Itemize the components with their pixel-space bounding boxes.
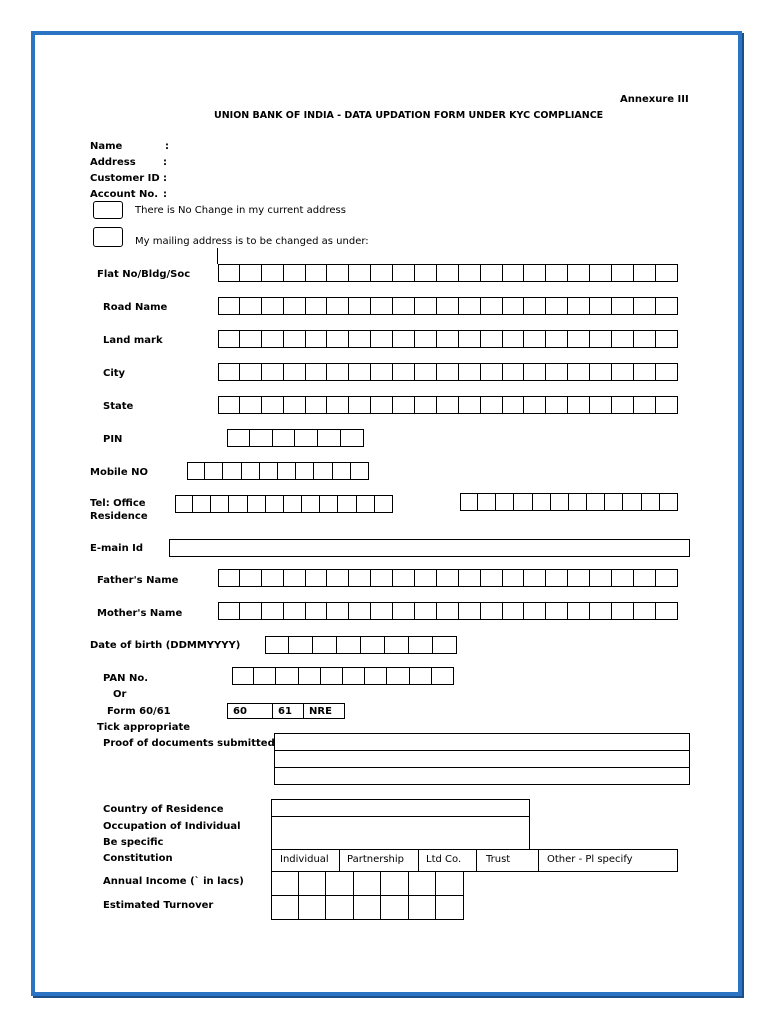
- char-box[interactable]: [320, 495, 338, 513]
- char-box[interactable]: [568, 363, 590, 381]
- char-box[interactable]: [478, 493, 496, 511]
- char-box[interactable]: [381, 895, 409, 920]
- char-box[interactable]: [299, 871, 327, 896]
- char-box[interactable]: [284, 297, 306, 315]
- char-box[interactable]: [262, 569, 284, 587]
- char-box[interactable]: [371, 396, 393, 414]
- char-box[interactable]: [437, 330, 459, 348]
- landmark-label: Land mark: [103, 335, 163, 346]
- char-box[interactable]: [387, 667, 409, 685]
- char-box[interactable]: [306, 330, 328, 348]
- char-box[interactable]: [354, 871, 382, 896]
- char-box[interactable]: [262, 602, 284, 620]
- char-box[interactable]: [254, 667, 276, 685]
- mobile-label: Mobile NO: [90, 467, 148, 478]
- char-box[interactable]: [296, 462, 314, 480]
- char-box[interactable]: [205, 462, 223, 480]
- char-box[interactable]: [514, 493, 532, 511]
- char-box[interactable]: [284, 264, 306, 282]
- char-box[interactable]: [371, 363, 393, 381]
- char-box[interactable]: [276, 667, 298, 685]
- annexure-label: Annexure III: [620, 94, 689, 105]
- char-box[interactable]: [546, 396, 568, 414]
- char-box[interactable]: [240, 330, 262, 348]
- char-box[interactable]: [656, 602, 678, 620]
- char-box[interactable]: [410, 667, 432, 685]
- address-colon: :: [163, 157, 167, 168]
- occupation-input[interactable]: [271, 816, 530, 850]
- char-box[interactable]: [432, 667, 454, 685]
- dob-label: Date of birth (DDMMYYYY): [90, 640, 241, 651]
- char-box[interactable]: [568, 330, 590, 348]
- char-box[interactable]: [327, 602, 349, 620]
- customer-id-label: Customer ID: [90, 173, 160, 184]
- char-box[interactable]: [262, 330, 284, 348]
- char-box[interactable]: [524, 396, 546, 414]
- char-box[interactable]: [341, 429, 364, 447]
- name-colon: :: [165, 141, 169, 152]
- char-box[interactable]: [634, 264, 656, 282]
- char-box[interactable]: [338, 495, 356, 513]
- char-box[interactable]: [273, 429, 296, 447]
- char-box[interactable]: [393, 264, 415, 282]
- char-box[interactable]: [313, 636, 337, 654]
- city-boxes[interactable]: [218, 363, 678, 381]
- char-box[interactable]: [271, 895, 299, 920]
- char-box[interactable]: [266, 495, 284, 513]
- flat-label: Flat No/Bldg/Soc: [97, 269, 191, 280]
- char-box[interactable]: [306, 602, 328, 620]
- char-box[interactable]: [240, 569, 262, 587]
- char-box[interactable]: [284, 569, 306, 587]
- char-box[interactable]: [278, 462, 296, 480]
- char-box[interactable]: [409, 895, 437, 920]
- char-box[interactable]: [568, 569, 590, 587]
- address-label: Address: [90, 157, 136, 168]
- char-box[interactable]: [503, 396, 525, 414]
- pin-boxes[interactable]: [227, 429, 364, 447]
- char-box[interactable]: [634, 297, 656, 315]
- connector-line: [217, 248, 218, 264]
- char-box[interactable]: [459, 264, 481, 282]
- char-box[interactable]: [634, 602, 656, 620]
- char-box[interactable]: [223, 462, 241, 480]
- char-box[interactable]: [612, 363, 634, 381]
- char-box[interactable]: [524, 602, 546, 620]
- char-box[interactable]: [327, 264, 349, 282]
- char-box[interactable]: [656, 396, 678, 414]
- state-label: State: [103, 401, 134, 412]
- char-box[interactable]: [326, 871, 354, 896]
- char-box[interactable]: [415, 264, 437, 282]
- char-box[interactable]: [306, 569, 328, 587]
- char-box[interactable]: [656, 264, 678, 282]
- char-box[interactable]: [262, 363, 284, 381]
- char-box[interactable]: [371, 297, 393, 315]
- char-box[interactable]: [327, 363, 349, 381]
- char-box[interactable]: [385, 636, 409, 654]
- char-box[interactable]: [371, 602, 393, 620]
- char-box[interactable]: [568, 602, 590, 620]
- char-box[interactable]: [262, 264, 284, 282]
- char-box[interactable]: [459, 330, 481, 348]
- char-box[interactable]: [503, 264, 525, 282]
- char-box[interactable]: [437, 264, 459, 282]
- father-label: Father's Name: [97, 575, 179, 586]
- char-box[interactable]: [193, 495, 211, 513]
- char-box[interactable]: [436, 895, 464, 920]
- char-box[interactable]: [524, 297, 546, 315]
- no-change-label: There is No Change in my current address: [135, 205, 346, 216]
- form-title: UNION BANK OF INDIA - DATA UPDATION FORM UNDER KYC COMPLIANCE: [214, 110, 604, 121]
- char-box[interactable]: [459, 602, 481, 620]
- constitution-label: Constitution: [103, 853, 173, 864]
- char-box[interactable]: [415, 602, 437, 620]
- char-box[interactable]: [546, 602, 568, 620]
- char-box[interactable]: [260, 462, 278, 480]
- email-label: E-main Id: [90, 543, 144, 554]
- char-box[interactable]: [634, 330, 656, 348]
- char-box[interactable]: [503, 363, 525, 381]
- road-boxes[interactable]: [218, 297, 678, 315]
- pan-boxes[interactable]: [232, 667, 454, 685]
- char-box[interactable]: [218, 363, 240, 381]
- income-label: Annual Income (` in lacs): [103, 876, 244, 887]
- char-box[interactable]: [371, 264, 393, 282]
- char-box[interactable]: [481, 363, 503, 381]
- char-box[interactable]: [351, 462, 369, 480]
- char-box[interactable]: [240, 602, 262, 620]
- char-box[interactable]: [299, 667, 321, 685]
- char-box[interactable]: [218, 264, 240, 282]
- char-box[interactable]: [284, 363, 306, 381]
- char-box[interactable]: [433, 636, 457, 654]
- char-box[interactable]: [459, 363, 481, 381]
- char-box[interactable]: [314, 462, 332, 480]
- char-box[interactable]: [634, 396, 656, 414]
- char-box[interactable]: [262, 396, 284, 414]
- tel-residence-label: Residence: [90, 511, 148, 522]
- char-box[interactable]: [393, 602, 415, 620]
- char-box[interactable]: [481, 396, 503, 414]
- char-box[interactable]: [271, 871, 299, 896]
- char-box[interactable]: [568, 297, 590, 315]
- landmark-boxes[interactable]: [218, 330, 678, 348]
- char-box[interactable]: [284, 602, 306, 620]
- char-box[interactable]: [409, 871, 437, 896]
- char-box[interactable]: [218, 330, 240, 348]
- char-box[interactable]: [590, 330, 612, 348]
- char-box[interactable]: [656, 569, 678, 587]
- mother-boxes[interactable]: [218, 602, 678, 620]
- char-box[interactable]: [612, 330, 634, 348]
- char-box[interactable]: [354, 895, 382, 920]
- char-box[interactable]: [533, 493, 551, 511]
- char-box[interactable]: [459, 297, 481, 315]
- char-box[interactable]: [375, 495, 393, 513]
- char-box[interactable]: [546, 264, 568, 282]
- char-box[interactable]: [242, 462, 260, 480]
- char-box[interactable]: [381, 871, 409, 896]
- char-box[interactable]: [361, 636, 385, 654]
- constitution-trust[interactable]: Trust: [476, 849, 539, 872]
- or-label: Or: [113, 689, 127, 700]
- char-box[interactable]: [240, 297, 262, 315]
- char-box[interactable]: [415, 396, 437, 414]
- char-box[interactable]: [327, 330, 349, 348]
- char-box[interactable]: [302, 495, 320, 513]
- char-box[interactable]: [415, 297, 437, 315]
- char-box[interactable]: [481, 602, 503, 620]
- char-box[interactable]: [240, 363, 262, 381]
- char-box[interactable]: [590, 602, 612, 620]
- char-box[interactable]: [250, 429, 273, 447]
- char-box[interactable]: [349, 363, 371, 381]
- char-box[interactable]: [289, 636, 313, 654]
- char-box[interactable]: [240, 396, 262, 414]
- char-box[interactable]: [503, 602, 525, 620]
- char-box[interactable]: [605, 493, 623, 511]
- char-box[interactable]: [318, 429, 341, 447]
- char-box[interactable]: [415, 330, 437, 348]
- char-box[interactable]: [612, 264, 634, 282]
- char-box[interactable]: [284, 396, 306, 414]
- form-option-60[interactable]: 60: [227, 703, 273, 719]
- constitution-other[interactable]: Other - Pl specify: [538, 849, 678, 872]
- char-box[interactable]: [211, 495, 229, 513]
- char-box[interactable]: [175, 495, 193, 513]
- country-input[interactable]: [271, 799, 530, 817]
- char-box[interactable]: [503, 330, 525, 348]
- email-input[interactable]: [169, 539, 690, 557]
- char-box[interactable]: [459, 396, 481, 414]
- proof-line-2[interactable]: [274, 750, 690, 768]
- char-box[interactable]: [551, 493, 569, 511]
- char-box[interactable]: [232, 667, 254, 685]
- char-box[interactable]: [343, 667, 365, 685]
- char-box[interactable]: [437, 297, 459, 315]
- char-box[interactable]: [568, 264, 590, 282]
- proof-line-1[interactable]: [274, 733, 690, 751]
- char-box[interactable]: [481, 569, 503, 587]
- char-box[interactable]: [365, 667, 387, 685]
- char-box[interactable]: [337, 636, 361, 654]
- specific-label: Be specific: [103, 837, 164, 848]
- char-box[interactable]: [612, 396, 634, 414]
- state-boxes[interactable]: [218, 396, 678, 414]
- char-box[interactable]: [218, 569, 240, 587]
- char-box[interactable]: [393, 569, 415, 587]
- char-box[interactable]: [546, 569, 568, 587]
- dob-boxes[interactable]: [265, 636, 457, 654]
- form-option-nre[interactable]: NRE: [303, 703, 345, 719]
- char-box[interactable]: [623, 493, 641, 511]
- occupation-label: Occupation of Individual: [103, 821, 241, 832]
- char-box[interactable]: [634, 363, 656, 381]
- char-box[interactable]: [568, 396, 590, 414]
- char-box[interactable]: [229, 495, 247, 513]
- char-box[interactable]: [218, 396, 240, 414]
- char-box[interactable]: [496, 493, 514, 511]
- char-box[interactable]: [409, 636, 433, 654]
- proof-label: Proof of documents submitted: [103, 738, 275, 749]
- char-box[interactable]: [327, 569, 349, 587]
- change-address-label: My mailing address is to be changed as under:: [135, 236, 369, 247]
- char-box[interactable]: [327, 297, 349, 315]
- char-box[interactable]: [371, 330, 393, 348]
- char-box[interactable]: [656, 330, 678, 348]
- proof-line-3[interactable]: [274, 767, 690, 785]
- tel-office-boxes[interactable]: [175, 495, 393, 513]
- income-boxes[interactable]: [271, 871, 464, 896]
- name-label: Name: [90, 141, 123, 152]
- char-box[interactable]: [634, 569, 656, 587]
- char-box[interactable]: [524, 330, 546, 348]
- turnover-boxes[interactable]: [271, 895, 464, 920]
- char-box[interactable]: [371, 569, 393, 587]
- constitution-partnership[interactable]: Partnership: [339, 849, 419, 872]
- no-change-checkbox[interactable]: [93, 201, 123, 219]
- char-box[interactable]: [299, 895, 327, 920]
- char-box[interactable]: [321, 667, 343, 685]
- char-box[interactable]: [327, 396, 349, 414]
- char-box[interactable]: [524, 569, 546, 587]
- char-box[interactable]: [227, 429, 250, 447]
- char-box[interactable]: [326, 895, 354, 920]
- char-box[interactable]: [642, 493, 660, 511]
- char-box[interactable]: [546, 363, 568, 381]
- char-box[interactable]: [569, 493, 587, 511]
- char-box[interactable]: [415, 363, 437, 381]
- char-box[interactable]: [503, 297, 525, 315]
- tel-office-label: Tel: Office: [90, 498, 146, 509]
- char-box[interactable]: [660, 493, 678, 511]
- char-box[interactable]: [333, 462, 351, 480]
- char-box[interactable]: [393, 363, 415, 381]
- char-box[interactable]: [306, 297, 328, 315]
- char-box[interactable]: [393, 396, 415, 414]
- char-box[interactable]: [218, 602, 240, 620]
- father-boxes[interactable]: [218, 569, 678, 587]
- char-box[interactable]: [306, 363, 328, 381]
- char-box[interactable]: [393, 330, 415, 348]
- pan-label: PAN No.: [103, 673, 149, 684]
- turnover-label: Estimated Turnover: [103, 900, 214, 911]
- char-box[interactable]: [656, 363, 678, 381]
- char-box[interactable]: [436, 871, 464, 896]
- char-box[interactable]: [218, 297, 240, 315]
- char-box[interactable]: [349, 330, 371, 348]
- flat-boxes[interactable]: [218, 264, 678, 282]
- account-no-colon: :: [163, 189, 167, 200]
- char-box[interactable]: [481, 264, 503, 282]
- char-box[interactable]: [306, 396, 328, 414]
- char-box[interactable]: [284, 330, 306, 348]
- char-box[interactable]: [248, 495, 266, 513]
- mobile-boxes[interactable]: [187, 462, 369, 480]
- char-box[interactable]: [590, 264, 612, 282]
- char-box[interactable]: [587, 493, 605, 511]
- char-box[interactable]: [481, 330, 503, 348]
- char-box[interactable]: [357, 495, 375, 513]
- city-label: City: [103, 368, 126, 379]
- char-box[interactable]: [349, 569, 371, 587]
- char-box[interactable]: [590, 297, 612, 315]
- char-box[interactable]: [240, 264, 262, 282]
- char-box[interactable]: [590, 363, 612, 381]
- form-option-61[interactable]: 61: [272, 703, 304, 719]
- char-box[interactable]: [546, 330, 568, 348]
- char-box[interactable]: [612, 297, 634, 315]
- constitution-ltd-co[interactable]: Ltd Co.: [418, 849, 477, 872]
- customer-id-colon: :: [163, 173, 167, 184]
- constitution-individual[interactable]: Individual: [271, 849, 340, 872]
- char-box[interactable]: [349, 264, 371, 282]
- char-box[interactable]: [437, 602, 459, 620]
- char-box[interactable]: [295, 429, 318, 447]
- char-box[interactable]: [415, 569, 437, 587]
- char-box[interactable]: [459, 569, 481, 587]
- char-box[interactable]: [393, 297, 415, 315]
- char-box[interactable]: [656, 297, 678, 315]
- tel-residence-boxes[interactable]: [460, 493, 678, 511]
- char-box[interactable]: [265, 636, 289, 654]
- char-box[interactable]: [437, 363, 459, 381]
- char-box[interactable]: [187, 462, 205, 480]
- char-box[interactable]: [460, 493, 478, 511]
- char-box[interactable]: [349, 396, 371, 414]
- char-box[interactable]: [503, 569, 525, 587]
- char-box[interactable]: [437, 569, 459, 587]
- char-box[interactable]: [590, 569, 612, 587]
- char-box[interactable]: [306, 264, 328, 282]
- char-box[interactable]: [262, 297, 284, 315]
- country-label: Country of Residence: [103, 804, 224, 815]
- char-box[interactable]: [481, 297, 503, 315]
- tick-label: Tick appropriate: [97, 722, 191, 733]
- char-box[interactable]: [349, 602, 371, 620]
- change-address-checkbox[interactable]: [93, 227, 123, 247]
- form6061-label: Form 60/61: [107, 706, 171, 717]
- char-box[interactable]: [612, 602, 634, 620]
- char-box[interactable]: [437, 396, 459, 414]
- account-no-label: Account No.: [90, 189, 159, 200]
- road-label: Road Name: [103, 302, 168, 313]
- char-box[interactable]: [284, 495, 302, 513]
- char-box[interactable]: [590, 396, 612, 414]
- char-box[interactable]: [612, 569, 634, 587]
- mother-label: Mother's Name: [97, 608, 183, 619]
- char-box[interactable]: [349, 297, 371, 315]
- char-box[interactable]: [546, 297, 568, 315]
- char-box[interactable]: [524, 363, 546, 381]
- pin-label: PIN: [103, 434, 123, 445]
- char-box[interactable]: [524, 264, 546, 282]
